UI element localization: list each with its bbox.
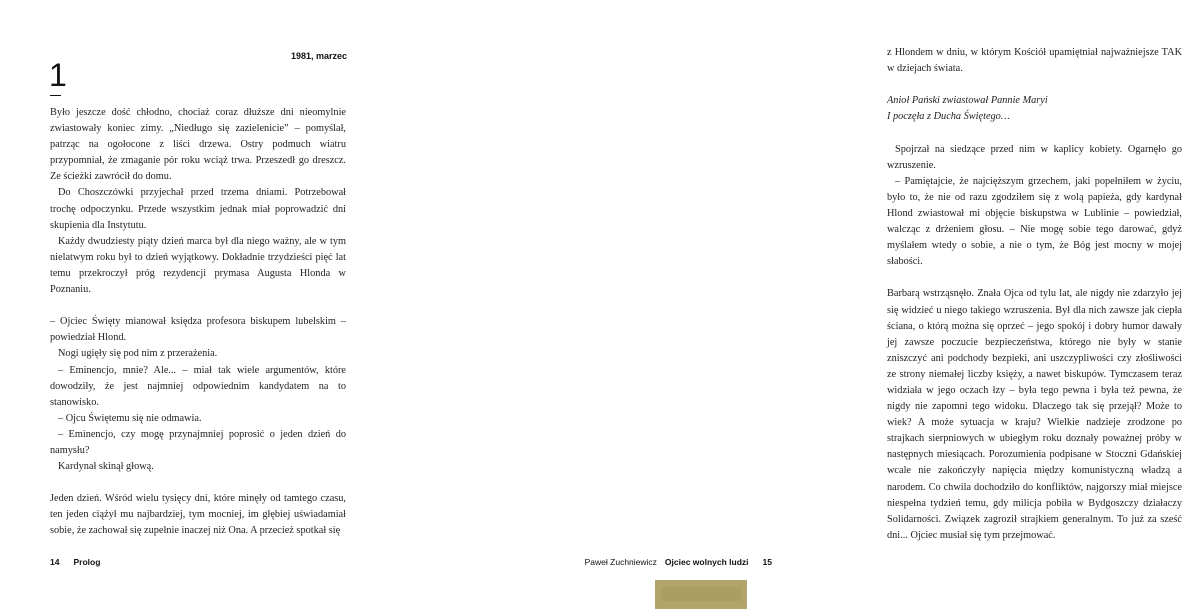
paragraph: Nogi ugięły się pod nim z przerażenia. [58, 348, 218, 360]
paragraph: Było jeszcze dość chłodno, chociaż coraz dłuższe dni nieomylnie zwiastowały koniec zimy. „Niedługo się zazielenicie” – pomyślał, patrząc na ogołocone z liści drzewa. Ostry podmuch wiatru przypomniał, że zmaganie pór roku wciąż trwa. Przeszedł go dreszcz. Ze ścieżki zawrócił do domu. [50, 107, 346, 183]
ribbon-bookmark [655, 580, 747, 609]
right-page [411, 0, 1182, 609]
paragraph: – Ojcu Świętemu się nie odmawia. [58, 412, 202, 424]
italic-verse: I poczęła z Ducha Świętego… [887, 111, 1010, 123]
left-page [0, 0, 411, 609]
paragraph: Jeden dzień. Wśród wielu tysięcy dni, które minęły od tamtego czasu, ten jeden ciążył mu najbardziej, tym mocniej, im głębiej uświadamiał sobie, że zachował się zupełnie inaczej niż Ona. A przecież spotkał się [50, 493, 346, 537]
page-number: 14 [50, 557, 60, 567]
paragraph: – Ojciec Święty mianował księdza profesora biskupem lubelskim – powiedział Hlond. [50, 316, 346, 344]
paragraph: Spojrzał na siedzące przed nim w kaplicy kobiety. Ogarnęło go wzruszenie. [887, 143, 1182, 171]
paragraph: – Pamiętajcie, że najcięższym grzechem, jaki popełniłem w życiu, było to, że nie od razu zgodziłem się z wolą papieża, gdy kardynał Hlond zwiastował mi objęcie biskupstwa w Lublinie – powiedział, walcząc z drżeniem głosu. – Nie mogę sobie tego darować, gdyż myślałem wtedy o sobie, a nie o tym, że Bóg jest mocny w mojej słabości. [887, 175, 1182, 268]
paragraph: Kardynał skinął głową. [58, 461, 154, 473]
right-body-text [887, 45, 1182, 544]
date-heading: 1981, marzec [290, 51, 347, 61]
left-footer [50, 557, 100, 567]
paragraph: Każdy dwudziesty piąty dzień marca był dla niego ważny, ale w tym nielatwym roku był to dzień wyjątkowy. Dokładnie trzydzieści pięć lat temu przekroczył próg rezydencji prymasa Augusta Hlonda w Poznaniu. [50, 235, 346, 296]
paragraph: – Eminencjo, czy mogę przynajmniej poprosić o jeden dzień do namysłu? [50, 428, 346, 456]
paragraph: Do Choszczówki przyjechał przed trzema dniami. Potrzebował trochę odpoczynku. Przede wszystkim jednak miał poprowadzić dni skupienia dla Instytutu. [50, 187, 346, 231]
page-number: 15 [762, 557, 772, 567]
section-title: Prolog [73, 557, 101, 567]
right-footer [585, 557, 772, 567]
chapter-underline [50, 95, 61, 96]
paragraph: Barbarą wstrząsnęło. Znała Ojca od tylu lat, ale nigdy nie zdarzyło jej się widzieć u niego takiego wzruszenia. Był dla nich zawsze jak ciepła ściana, o którą można się oprzeć – jego spokój i dobry humor dawały jej zawsze poczucie bezpieczeństwa, którego nie były w stanie zniszczyć ani podchody bezpieki, ani uszczypliwości czy złośliwości ze strony niemałej liczby księży, a nawet biskupów. Tymczasem teraz widziała w jego oczach łzy – była tego pewna i była też pewna, że nigdy nie zapomni tego widoku. Dlaczego tak się przejął? Może to wiek? A może sytuacja w kraju? Wielkie nadzieje zrodzone po strajkach sierpniowych w ubiegłym roku doznały poważnej próby w następnych miesiącach. Porozumienia podpisane w Stoczni Gdańskiej wcale nie zakończyły napięcia między komunistyczną władzą a narodem. Co chwila dochodziło do konfliktów, najgorszy miał miejsce niespełna tydzień temu, gdy milicja pobiła w Bydgoszczy działaczy Solidarności. Związek zagroził strajkiem generalnym. To już za sześć dni... Ojciec musiał się tym przejmować. [887, 288, 1182, 541]
left-body-text [50, 105, 346, 540]
paragraph: z Hlondem w dniu, w którym Kościół upamiętniał najważniejsze TAK w dziejach świata. [887, 47, 1182, 75]
author-name: Paweł Zuchniewicz [584, 557, 657, 567]
book-title: Ojciec wolnych ludzi [664, 557, 749, 567]
italic-verse: Anioł Pański zwiastował Pannie Maryi [887, 95, 1048, 107]
chapter-number: 1 [49, 57, 67, 93]
paragraph: – Eminencjo, mnie? Ale... – miał tak wiele argumentów, które dowodziły, że jest najmniej odpowiednim kandydatem na to stanowisko. [50, 364, 346, 408]
